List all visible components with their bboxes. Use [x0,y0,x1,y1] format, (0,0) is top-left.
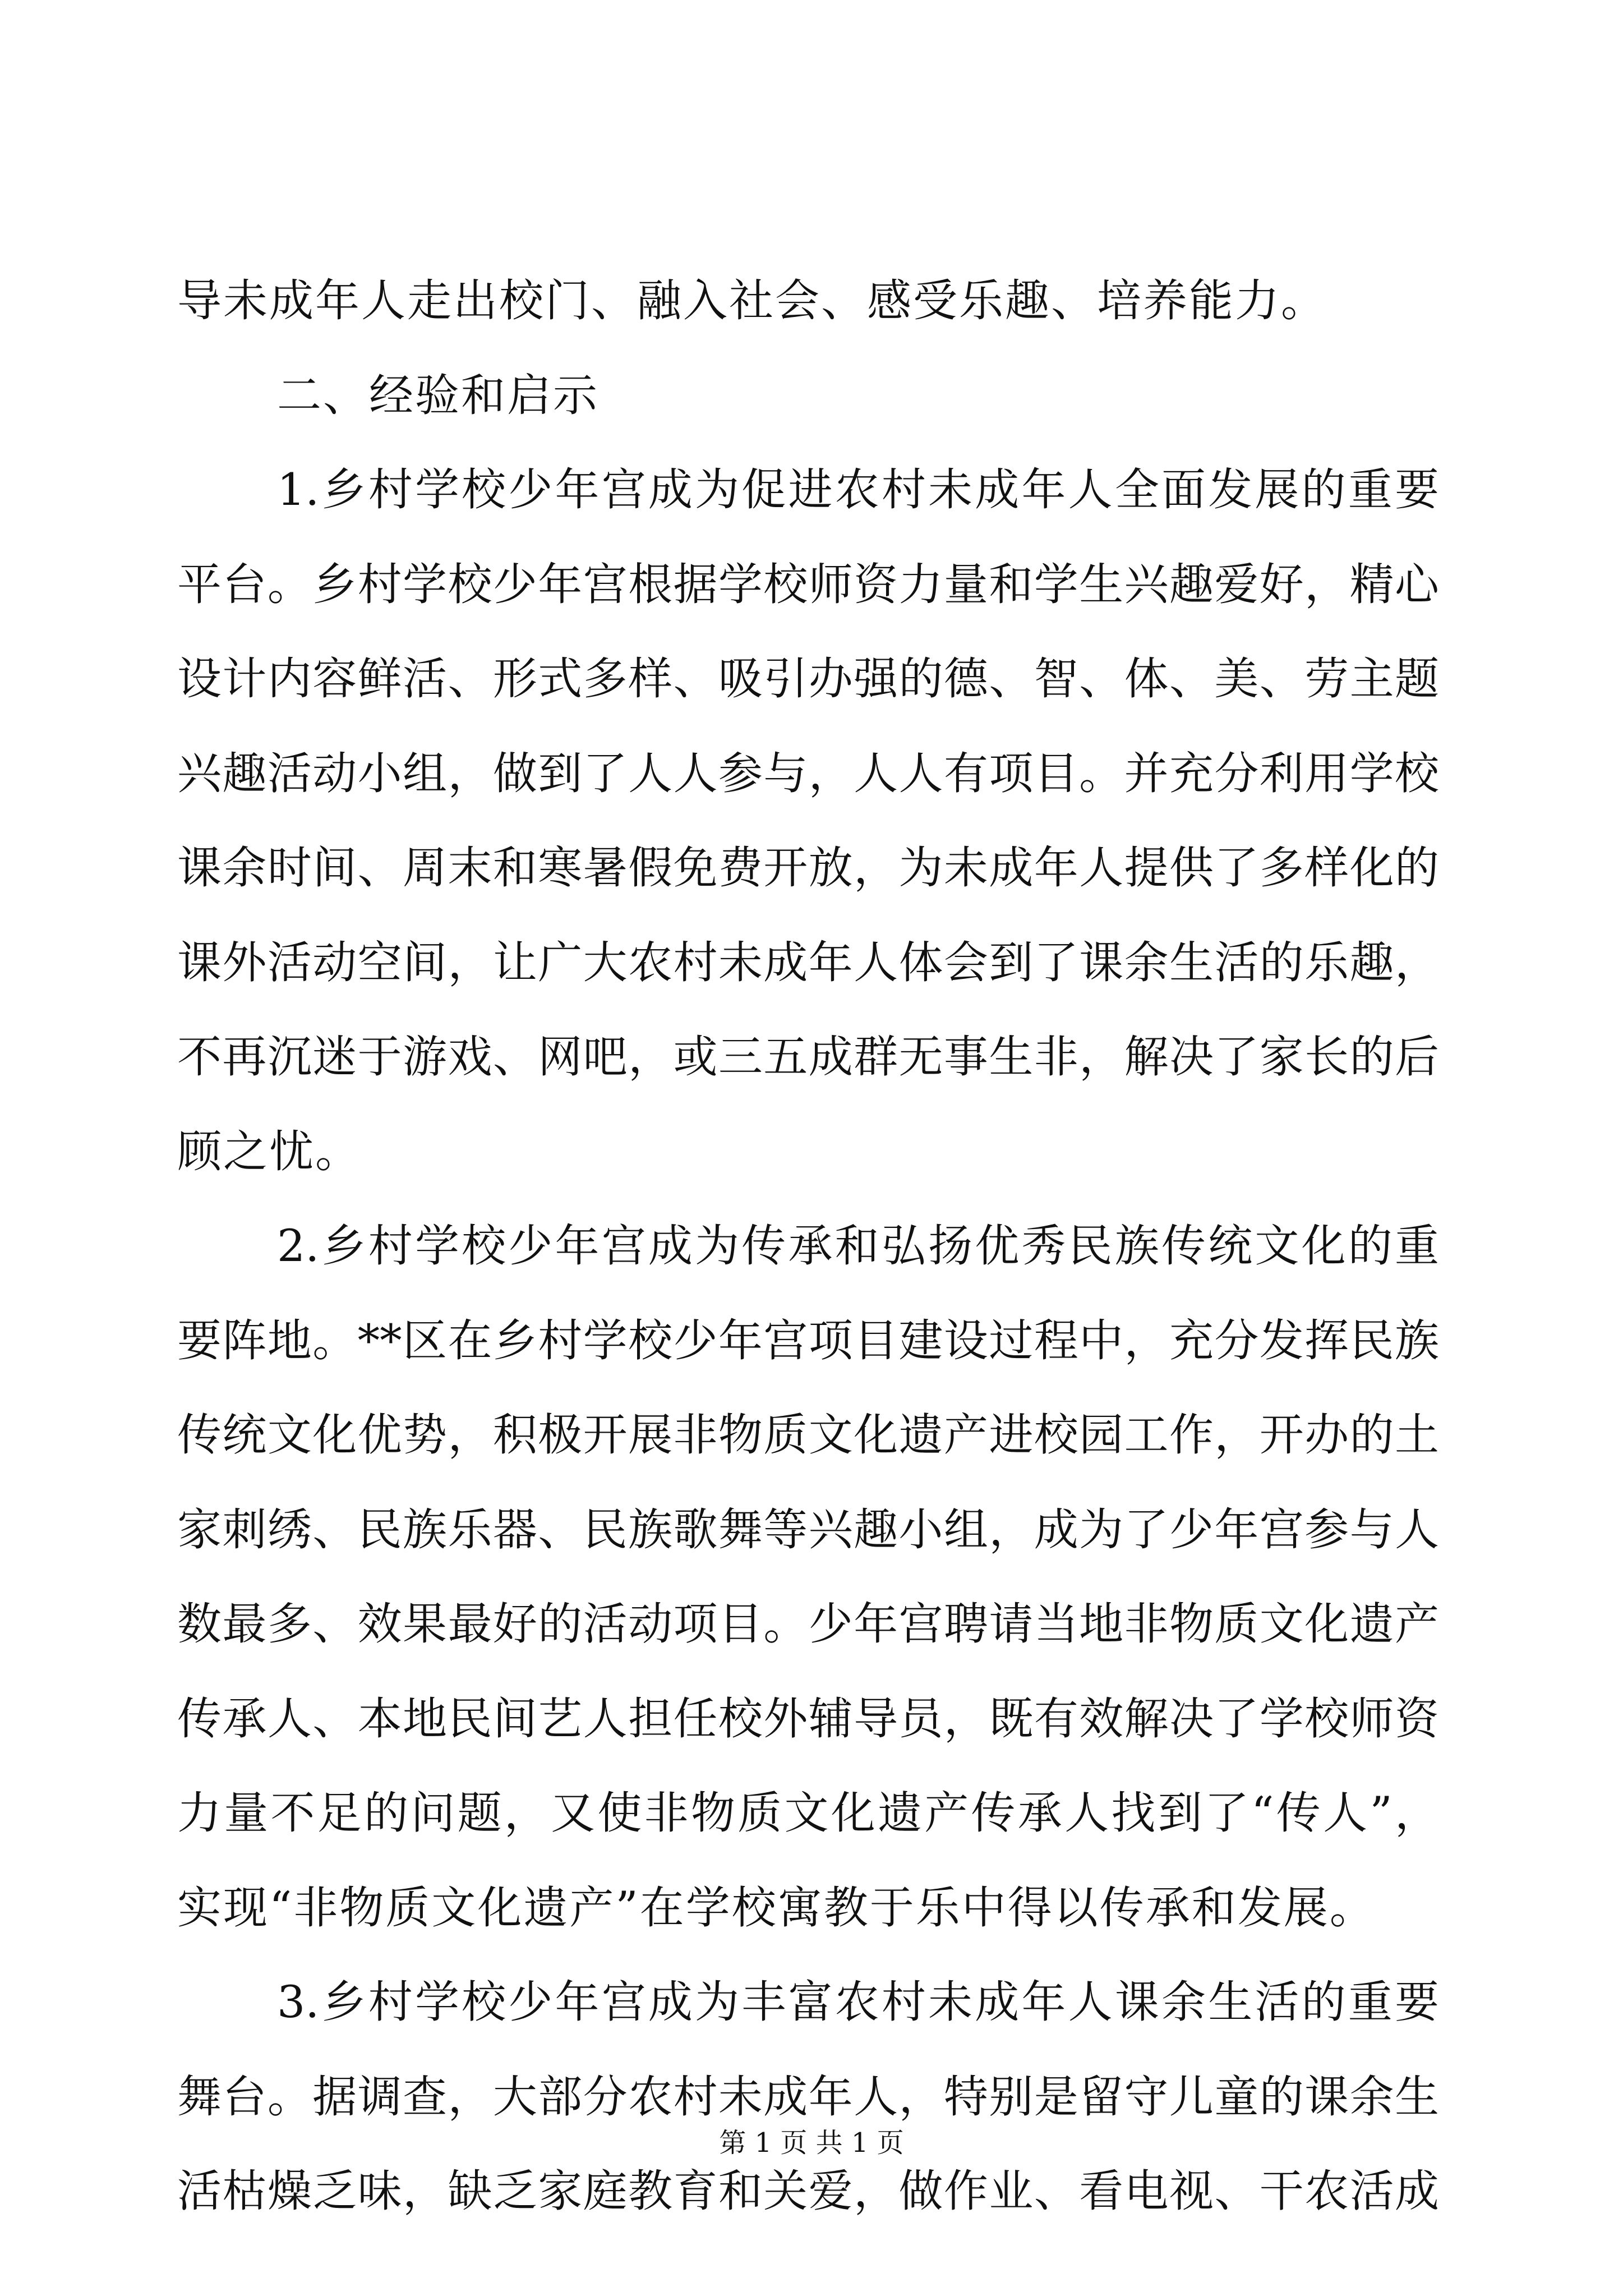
text-line: 设计内容鲜活、形式多样、吸引办强的德、智、体、美、劳主题 [177,653,1439,705]
text-line: 力量不足的问题，又使非物质文化遗产传承人找到了“传人”， [177,1787,1439,1839]
text-line: 顾之忧。 [177,1125,361,1177]
body-text [177,254,1439,2239]
text-line: 平台。乡村学校少年宫根据学校师资力量和学生兴趣爱好，精心 [177,558,1439,610]
text-line: 舞台。据调查，大部分农村未成年人，特别是留守儿童的课余生 [177,2070,1439,2123]
text-line: 实现“非物质文化遗产”在学校寓教于乐中得以传承和发展。 [177,1881,1376,1934]
text-line: 传统文化优势，积极开展非物质文化遗产进校园工作，开办的土 [177,1409,1439,1461]
text-line: 活枯燥乏味，缺乏家庭教育和关爱，做作业、看电视、干农活成 [177,2165,1439,2217]
text-line: 要阵地。**区在乡村学校少年宫项目建设过程中，充分发挥民族 [177,1314,1439,1366]
text-line: 3.乡村学校少年宫成为丰富农村未成年人课余生活的重要 [277,1976,1439,2028]
text-line: 1.乡村学校少年宫成为促进农村未成年人全面发展的重要 [277,464,1439,516]
page-number-footer: 第 1 页 共 1 页 [719,2127,904,2159]
text-line: 不再沉迷于游戏、网吧，或三五成群无事生非，解决了家长的后 [177,1031,1439,1083]
text-line: 兴趣活动小组，做到了人人参与，人人有项目。并充分利用学校 [177,747,1439,799]
text-line: 家刺绣、民族乐器、民族歌舞等兴趣小组，成为了少年宫参与人 [177,1503,1439,1556]
text-line: 课余时间、周末和寒暑假免费开放，为未成年人提供了多样化的 [177,842,1439,894]
text-line: 数最多、效果最好的活动项目。少年宫聘请当地非物质文化遗产 [177,1598,1439,1650]
text-line: 导未成年人走出校门、融入社会、感受乐趣、培养能力。 [177,275,1327,326]
text-line: 传承人、本地民间艺人担任校外辅导员，既有效解决了学校师资 [177,1692,1439,1745]
section-heading: 二、经验和启示 [277,369,599,421]
text-line: 2.乡村学校少年宫成为传承和弘扬优秀民族传统文化的重 [277,1220,1439,1272]
text-line: 课外活动空间，让广大农村未成年人体会到了课余生活的乐趣， [177,936,1439,988]
